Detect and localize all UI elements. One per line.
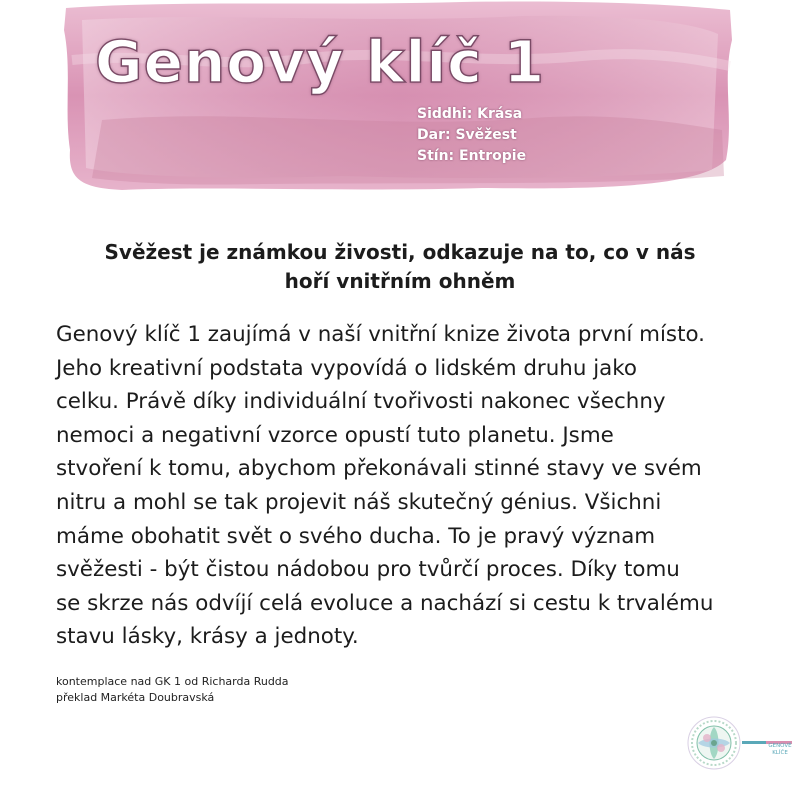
logo-label: [760, 743, 800, 757]
body-line: celku. Právě díky individuální tvořivosti nakonec všechny: [56, 389, 666, 415]
body-line: se skrze nás odvíjí celá evoluce a nachází si cestu k trvalému: [56, 590, 714, 616]
siddhi-label: Siddhi: Krása: [417, 106, 523, 122]
body-line: Jeho kreativní podstata vypovídá o lidském druhu jako: [56, 355, 637, 381]
body-line: nemoci a negativní vzorce opustí tuto planetu. Jsme: [56, 422, 614, 448]
body-line: Genový klíč 1 zaujímá v naší vnitřní knize života první místo.: [56, 322, 705, 347]
body-line: máme obohatit svět o svého ducha. To je pravý význam: [56, 523, 656, 549]
logo-label-line: KLÍČE: [772, 750, 788, 756]
shadow-label: Stín: Entropie: [417, 148, 527, 164]
credit-source: kontemplace nad GK 1 od Richarda Rudda: [56, 675, 289, 688]
credit-translator: překlad Markéta Doubravská: [56, 691, 215, 704]
body-line: stvoření k tomu, abychom překonávali stinné stavy ve svém: [56, 456, 702, 482]
logo-label-line: GENOVÉ: [768, 743, 792, 749]
subtitle-line: hoří vnitřním ohněm: [284, 269, 516, 293]
subtitle-heading: [60, 238, 740, 296]
subtitle-line: Svěžest je známkou živosti, odkazuje na to, co v nás: [104, 240, 696, 264]
body-line: svěžesti - být čistou nádobou pro tvůrčí proces. Díky tomu: [56, 557, 680, 583]
page-title: Genový klíč 1: [95, 28, 546, 96]
body-line: stavu lásky, krásy a jednoty.: [56, 624, 359, 650]
gift-label: Dar: Svěžest: [417, 127, 517, 143]
body-paragraph: [56, 318, 756, 654]
body-line: nitru a mohl se tak projevit náš skutečný génius. Všichni: [56, 489, 662, 515]
gene-key-attributes: [417, 104, 526, 167]
credits: [56, 674, 289, 706]
